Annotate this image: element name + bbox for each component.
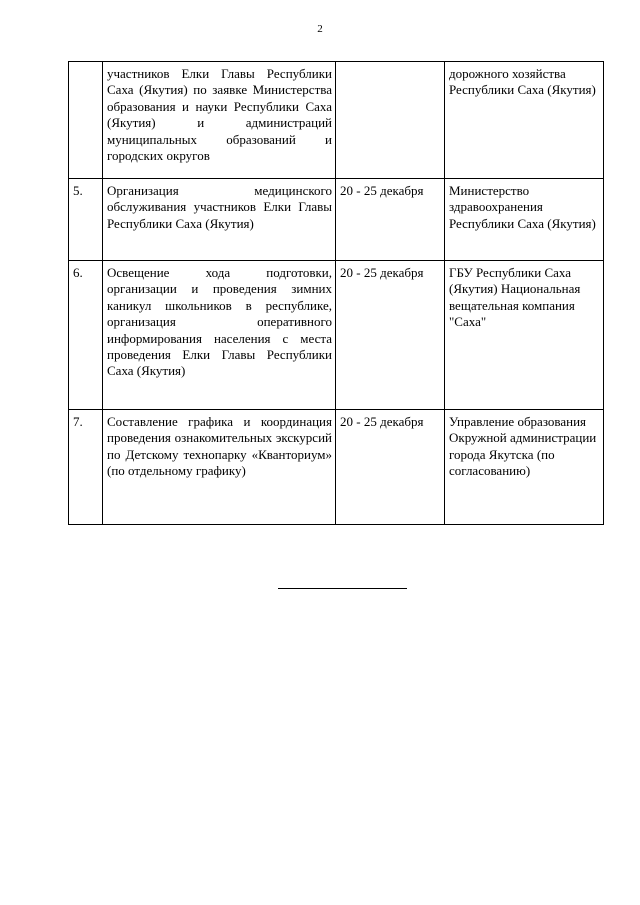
event-dates [336,62,445,179]
schedule-table [68,61,604,525]
responsible-party: ГБУ Республики Саха (Якутия) Национальная вещательная компания "Саха" [445,261,604,410]
table-row [69,410,604,525]
event-description: Организация медицинского обслуживания участников Елки Главы Республики Саха (Якутия) [103,179,336,261]
row-number: 5. [69,179,103,261]
row-number [69,62,103,179]
end-of-document-rule [278,588,407,589]
event-dates: 20 - 25 декабря [336,179,445,261]
table-row [69,179,604,261]
row-number: 7. [69,410,103,525]
responsible-party: дорожного хозяйства Республики Саха (Якутия) [445,62,604,179]
table-row [69,62,604,179]
event-dates: 20 - 25 декабря [336,261,445,410]
event-description: участников Елки Главы Республики Саха (Якутия) по заявке Министерства образования и науки Республики Саха (Якутия) и администраций муниципальных образований и городских округов [103,62,336,179]
event-description: Составление графика и координация проведения ознакомительных экскурсий по Детскому технопарку «Кванториум» (по отдельному графику) [103,410,336,525]
event-description: Освещение хода подготовки, организации и проведения зимних каникул школьников в республике, организация оперативного информирования населения с места проведения Елки Главы Республики Саха (Якутия) [103,261,336,410]
responsible-party: Министерство здравоохранения Республики Саха (Якутия) [445,179,604,261]
event-dates: 20 - 25 декабря [336,410,445,525]
responsible-party: Управление образования Окружной администрации города Якутска (по согласованию) [445,410,604,525]
page-number: 2 [317,23,323,35]
row-number: 6. [69,261,103,410]
table-row [69,261,604,410]
